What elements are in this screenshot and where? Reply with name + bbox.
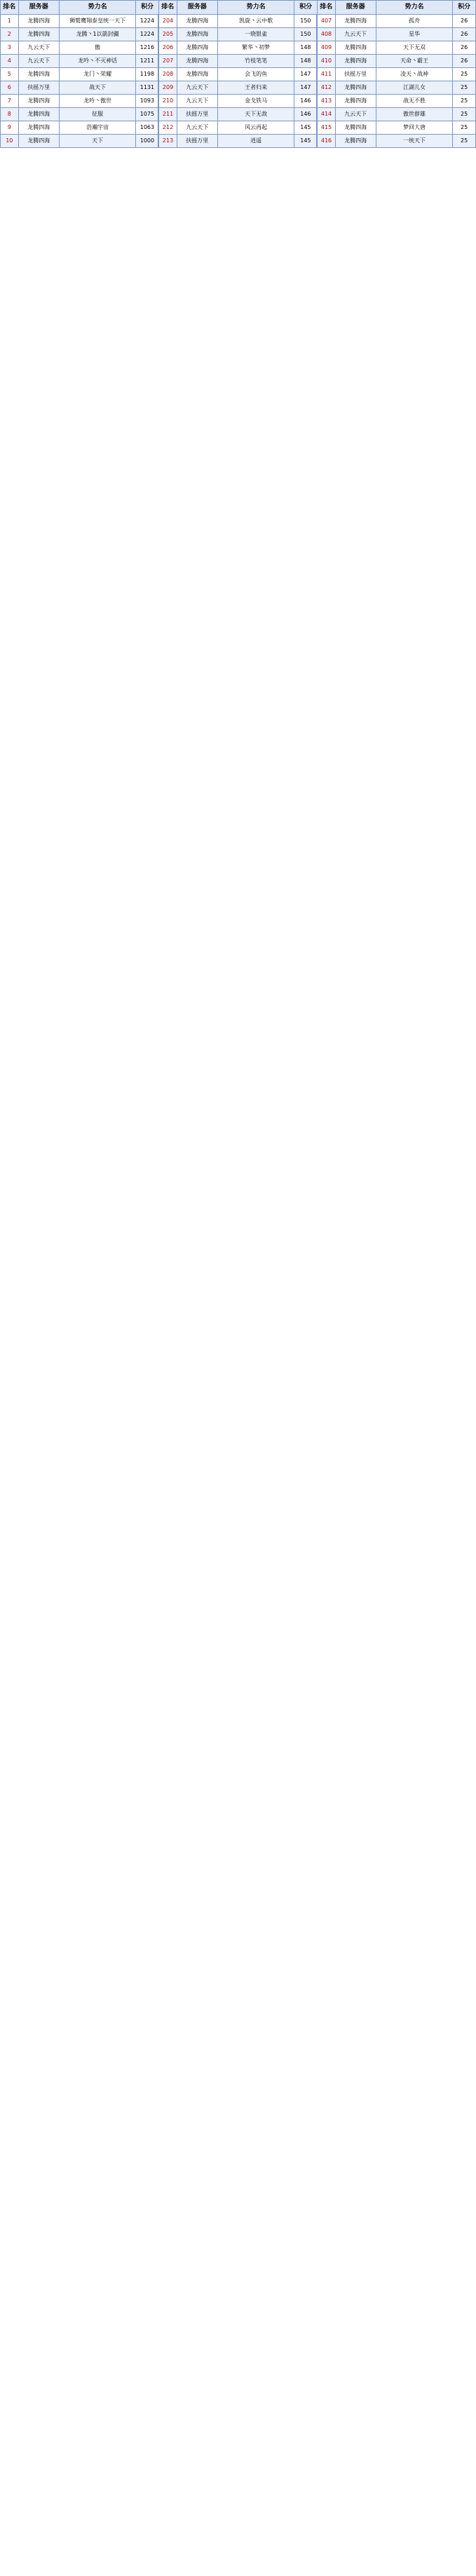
score-cell: 148 [294, 55, 318, 68]
guild-name-cell: 王者归来 [217, 81, 294, 95]
header-rank: 排名 [158, 1, 177, 15]
score-cell: 147 [294, 68, 318, 81]
score-cell: 26 [453, 55, 476, 68]
guild-name-cell: 征服 [59, 108, 136, 121]
server-cell: 九云天下 [177, 81, 217, 95]
server-cell: 九云天下 [18, 41, 59, 55]
ranking-table [0, 0, 476, 148]
table-row [1, 15, 476, 28]
table-row [1, 68, 476, 81]
score-cell: 26 [453, 15, 476, 28]
server-cell: 龙腾四海 [335, 95, 376, 108]
score-cell: 1224 [136, 15, 159, 28]
score-cell: 25 [453, 121, 476, 135]
table-row [1, 121, 476, 135]
server-cell: 龙腾四海 [18, 135, 59, 148]
score-cell: 146 [294, 108, 318, 121]
score-cell: 1093 [136, 95, 159, 108]
rank-cell: 1 [1, 15, 19, 28]
rank-cell: 408 [317, 28, 335, 41]
guild-name-cell: 天下无双 [376, 41, 453, 55]
rank-cell: 7 [1, 95, 19, 108]
guild-name-cell: 天下无敌 [217, 108, 294, 121]
server-cell: 龙腾四海 [18, 68, 59, 81]
guild-name-cell: 傲世群雄 [376, 108, 453, 121]
header-server: 服务器 [18, 1, 59, 15]
server-cell: 龙腾四海 [177, 15, 217, 28]
header-rank: 排名 [1, 1, 19, 15]
rank-cell: 205 [158, 28, 177, 41]
guild-name-cell: 傲 [59, 41, 136, 55]
rank-cell: 414 [317, 108, 335, 121]
table-row [1, 41, 476, 55]
score-cell: 25 [453, 135, 476, 148]
guild-name-cell: 孤舟 [376, 15, 453, 28]
rank-cell: 407 [317, 15, 335, 28]
header-score: 积分 [294, 1, 318, 15]
server-cell: 龙腾四海 [335, 15, 376, 28]
header-guild: 势力名 [376, 1, 453, 15]
guild-name-cell: 龙吟丶傲世 [59, 95, 136, 108]
server-cell: 龙腾四海 [335, 55, 376, 68]
score-cell: 1063 [136, 121, 159, 135]
table-body [1, 15, 476, 148]
guild-name-cell: 凌天丶战神 [376, 68, 453, 81]
rank-cell: 409 [317, 41, 335, 55]
server-cell: 龙腾四海 [177, 28, 217, 41]
table-row [1, 95, 476, 108]
rank-cell: 8 [1, 108, 19, 121]
score-cell: 150 [294, 28, 318, 41]
guild-name-cell: 风云再起 [217, 121, 294, 135]
header-score: 积分 [453, 1, 476, 15]
rank-cell: 211 [158, 108, 177, 121]
rank-cell: 213 [158, 135, 177, 148]
score-cell: 145 [294, 135, 318, 148]
score-cell: 148 [294, 41, 318, 55]
rank-cell: 2 [1, 28, 19, 41]
server-cell: 龙腾四海 [335, 81, 376, 95]
server-cell: 龙腾四海 [177, 41, 217, 55]
rank-cell: 3 [1, 41, 19, 55]
guild-name-cell: 狮鹫鹰翔泰皇统一天下 [59, 15, 136, 28]
guild-name-cell: 梦回大唐 [376, 121, 453, 135]
guild-name-cell: 龙门丶荣耀 [59, 68, 136, 81]
server-cell: 龙腾四海 [177, 55, 217, 68]
score-cell: 1000 [136, 135, 159, 148]
server-cell: 龙腾四海 [18, 121, 59, 135]
guild-name-cell: 一晓银雀 [217, 28, 294, 41]
server-cell: 龙腾四海 [18, 108, 59, 121]
server-cell: 扶摇万里 [177, 135, 217, 148]
server-cell: 扶摇万里 [18, 81, 59, 95]
guild-name-cell: 凯旋丶云中歌 [217, 15, 294, 28]
guild-name-cell: 江湖儿女 [376, 81, 453, 95]
score-cell: 1211 [136, 55, 159, 68]
rank-cell: 411 [317, 68, 335, 81]
rank-cell: 412 [317, 81, 335, 95]
score-cell: 25 [453, 108, 476, 121]
score-cell: 145 [294, 121, 318, 135]
header-guild: 势力名 [59, 1, 136, 15]
score-cell: 146 [294, 95, 318, 108]
server-cell: 龙腾四海 [18, 15, 59, 28]
score-cell: 1216 [136, 41, 159, 55]
header-server: 服务器 [177, 1, 217, 15]
guild-name-cell: 龙腾丶1以箭封疆 [59, 28, 136, 41]
score-cell: 25 [453, 81, 476, 95]
server-cell: 九云天下 [18, 55, 59, 68]
header-row [1, 1, 476, 15]
score-cell: 26 [453, 28, 476, 41]
rank-cell: 212 [158, 121, 177, 135]
rank-cell: 5 [1, 68, 19, 81]
score-cell: 25 [453, 95, 476, 108]
rank-cell: 204 [158, 15, 177, 28]
guild-name-cell: 一统天下 [376, 135, 453, 148]
server-cell: 九云天下 [335, 108, 376, 121]
rank-cell: 208 [158, 68, 177, 81]
score-cell: 25 [453, 68, 476, 81]
table-row [1, 28, 476, 41]
score-cell: 150 [294, 15, 318, 28]
header-rank: 排名 [317, 1, 335, 15]
table-header [1, 1, 476, 15]
rank-cell: 10 [1, 135, 19, 148]
rank-cell: 416 [317, 135, 335, 148]
rank-cell: 209 [158, 81, 177, 95]
rank-cell: 4 [1, 55, 19, 68]
guild-name-cell: 龙吟丶不灭神话 [59, 55, 136, 68]
server-cell: 龙腾四海 [18, 28, 59, 41]
score-cell: 1075 [136, 108, 159, 121]
server-cell: 龙腾四海 [335, 41, 376, 55]
score-cell: 1131 [136, 81, 159, 95]
guild-name-cell: 天命丶霸王 [376, 55, 453, 68]
guild-name-cell: 天下 [59, 135, 136, 148]
server-cell: 龙腾四海 [335, 135, 376, 148]
rank-cell: 206 [158, 41, 177, 55]
guild-name-cell: 战天下 [59, 81, 136, 95]
table-row [1, 55, 476, 68]
server-cell: 扶摇万里 [177, 108, 217, 121]
server-cell: 扶摇万里 [335, 68, 376, 81]
table-row [1, 108, 476, 121]
rank-cell: 410 [317, 55, 335, 68]
server-cell: 龙腾四海 [335, 121, 376, 135]
rank-cell: 210 [158, 95, 177, 108]
score-cell: 1198 [136, 68, 159, 81]
server-cell: 九云天下 [177, 121, 217, 135]
server-cell: 龙腾四海 [18, 95, 59, 108]
server-cell: 龙腾四海 [177, 68, 217, 81]
guild-name-cell: 繁华丶初梦 [217, 41, 294, 55]
rank-cell: 9 [1, 121, 19, 135]
guild-name-cell: 会飞的鱼 [217, 68, 294, 81]
table-row [1, 135, 476, 148]
header-score: 积分 [136, 1, 159, 15]
guild-name-cell: 金戈铁马 [217, 95, 294, 108]
rank-cell: 413 [317, 95, 335, 108]
header-guild: 势力名 [217, 1, 294, 15]
table-row [1, 81, 476, 95]
rank-cell: 415 [317, 121, 335, 135]
score-cell: 1224 [136, 28, 159, 41]
rank-cell: 207 [158, 55, 177, 68]
guild-name-cell: 星华 [376, 28, 453, 41]
guild-name-cell: 战无不胜 [376, 95, 453, 108]
score-cell: 147 [294, 81, 318, 95]
server-cell: 九云天下 [177, 95, 217, 108]
guild-name-cell: 浩瀚宇宙 [59, 121, 136, 135]
guild-name-cell: 逍遥 [217, 135, 294, 148]
score-cell: 26 [453, 41, 476, 55]
rank-cell: 6 [1, 81, 19, 95]
header-server: 服务器 [335, 1, 376, 15]
guild-name-cell: 竹枝笔笔 [217, 55, 294, 68]
server-cell: 九云天下 [335, 28, 376, 41]
